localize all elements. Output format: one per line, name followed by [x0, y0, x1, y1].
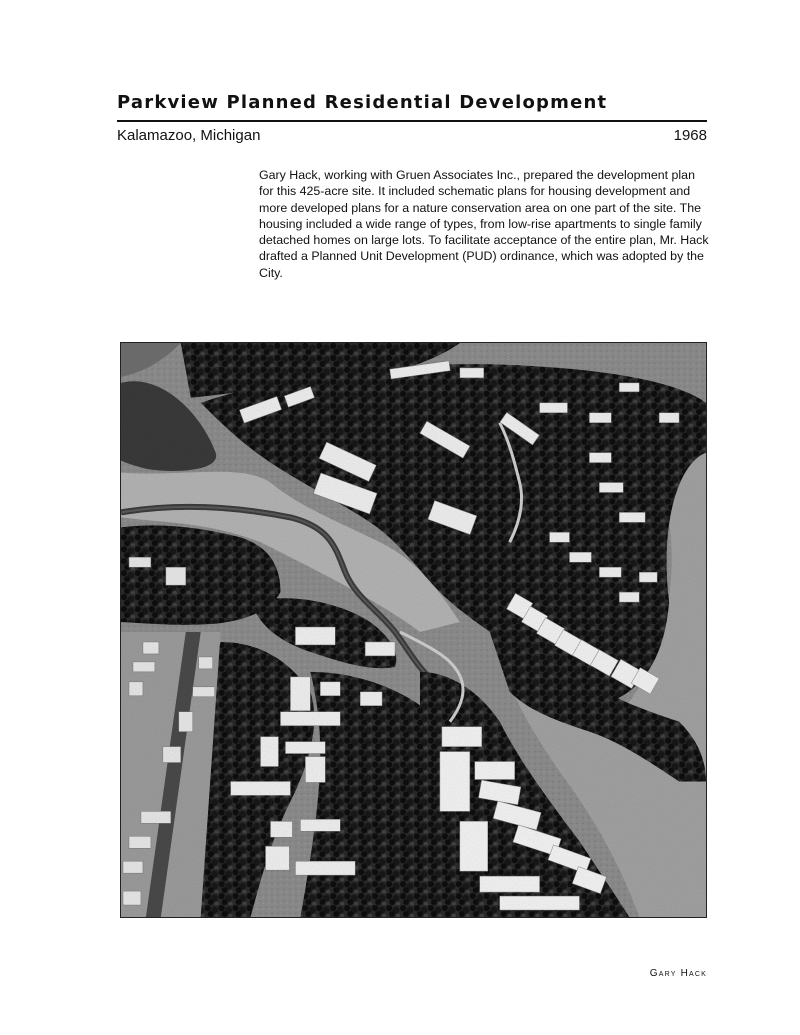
title-rule	[117, 120, 707, 122]
author-credit: Gary Hack	[649, 968, 707, 979]
project-location: Kalamazoo, Michigan	[117, 127, 261, 144]
project-description: Gary Hack, working with Gruen Associates Inc., prepared the development plan for this 425-acre site. It included schematic plans for housing development and more developed plans for a nature conservation area on one part of the site. The housing included a wide range of types, from low-rise apartments to single family detached homes on large lots. To facilitate acceptance of the entire plan, Mr. Hack drafted a Planned Unit Development (PUD) ordinance, which was adopted by the City.	[259, 168, 709, 280]
page-title: Parkview Planned Residential Development	[117, 92, 608, 113]
site-model-photo	[120, 342, 707, 918]
aerial-model-image	[121, 343, 706, 917]
project-year: 1968	[673, 127, 707, 144]
